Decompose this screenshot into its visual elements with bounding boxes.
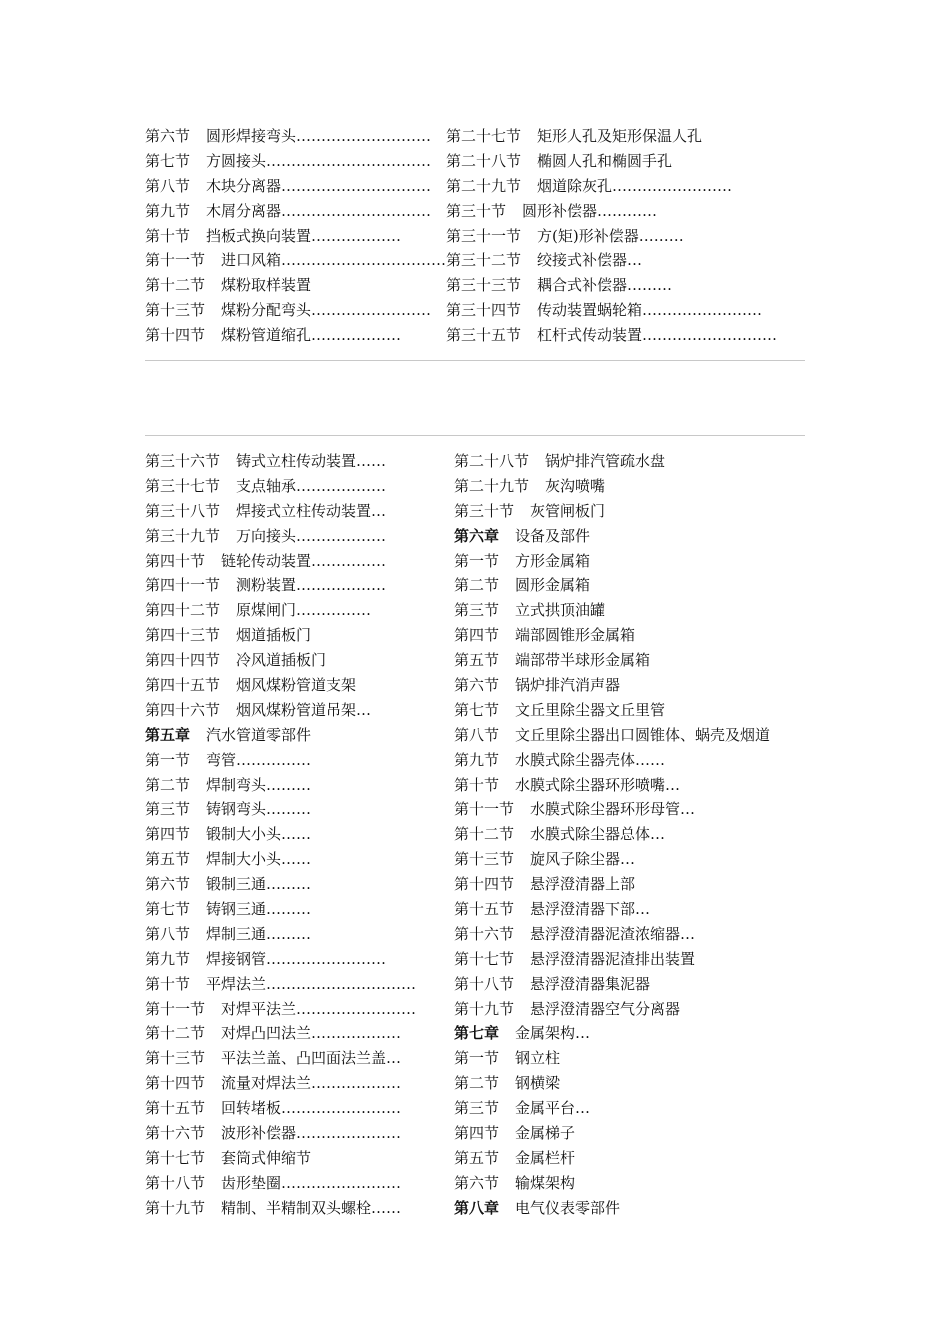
- toc-block-2: [145, 449, 805, 1221]
- toc-row: [145, 248, 805, 273]
- section-number: 第四节: [454, 1124, 500, 1143]
- section-number: 第六节: [145, 127, 191, 145]
- toc-row: [145, 922, 805, 947]
- section-number: 第三节: [454, 1099, 500, 1118]
- toc-row: [145, 273, 805, 298]
- section-number: 第八节: [454, 725, 500, 744]
- toc-entry-left: [145, 273, 446, 298]
- toc-row: [145, 1196, 805, 1221]
- section-title: 平法兰盖、凸凹面法兰盖…: [221, 1049, 402, 1068]
- section-title: 端部圆锥形金属箱: [515, 626, 636, 645]
- section-title: 汽水管道零部件: [206, 725, 312, 744]
- section-number: 第十五节: [454, 900, 515, 919]
- section-title: 煤粉管道缩孔………………: [221, 326, 402, 345]
- section-number: 第十一节: [145, 999, 206, 1018]
- toc-entry-left: [145, 947, 454, 972]
- toc-row: [145, 972, 805, 997]
- section-title: 冷风道插板门: [236, 651, 327, 670]
- section-number: 第十节: [145, 226, 191, 245]
- section-number: 第十一节: [145, 251, 206, 270]
- section-number: 第二十八节: [454, 452, 530, 470]
- toc-entry-right: [454, 748, 814, 773]
- section-title: 流量对焊法兰………………: [221, 1074, 402, 1093]
- toc-row: [145, 124, 805, 149]
- section-number: 第九节: [145, 201, 191, 220]
- section-number: 第七节: [454, 700, 500, 719]
- section-title: 矩形人孔及矩形保温人孔: [537, 127, 703, 145]
- toc-entry-right: [454, 499, 814, 524]
- section-title: 圆形焊接弯头………………………: [206, 127, 432, 145]
- toc-row: [145, 598, 805, 623]
- toc-entry-right: [454, 822, 814, 847]
- toc-row: [145, 1121, 805, 1146]
- toc-entry-right: [454, 797, 814, 822]
- toc-row: [145, 723, 805, 748]
- toc-entry-right: [446, 199, 805, 224]
- section-title: 钢立柱: [515, 1049, 561, 1068]
- section-title: 对焊凸凹法兰………………: [221, 1024, 402, 1043]
- toc-row: [145, 797, 805, 822]
- toc-entry-right: [454, 1096, 814, 1121]
- section-title: 灰管闸板门: [530, 501, 606, 520]
- section-number: 第四十四节: [145, 651, 221, 670]
- toc-entry-left: [145, 1096, 454, 1121]
- toc-row: [145, 822, 805, 847]
- section-number: 第十三节: [145, 1049, 206, 1068]
- toc-row: [145, 1071, 805, 1096]
- section-number: 第十节: [454, 775, 500, 794]
- section-title: 烟风煤粉管道支架: [236, 676, 357, 695]
- section-number: 第三十节: [454, 501, 515, 520]
- section-number: 第三十九节: [145, 526, 221, 545]
- section-number: 第七章: [454, 1024, 500, 1043]
- toc-entry-left: [145, 1171, 454, 1196]
- toc-row: [145, 623, 805, 648]
- toc-row: [145, 1146, 805, 1171]
- section-number: 第十七节: [454, 949, 515, 968]
- section-title: 铸式立柱传动装置……: [236, 452, 387, 470]
- section-number: 第十二节: [145, 1024, 206, 1043]
- section-title: 焊接钢管……………………: [206, 949, 387, 968]
- section-title: 煤粉分配弯头……………………: [221, 301, 432, 320]
- section-title: 悬浮澄清器集泥器: [530, 974, 651, 993]
- toc-entry-right: [446, 298, 805, 323]
- toc-entry-right: [454, 847, 814, 872]
- toc-entry-left: [145, 1021, 454, 1046]
- section-title: 铸钢三通………: [206, 900, 312, 919]
- toc-entry-right: [454, 872, 814, 897]
- toc-row: [145, 1046, 805, 1071]
- toc-entry-right: [446, 174, 805, 199]
- toc-row: [145, 1171, 805, 1196]
- toc-entry-left: [145, 174, 446, 199]
- section-number: 第五章: [145, 725, 191, 744]
- toc-entry-left: [145, 847, 454, 872]
- toc-entry-left: [145, 1121, 454, 1146]
- section-title: 弯管……………: [206, 750, 312, 769]
- toc-row: [145, 997, 805, 1022]
- section-number: 第十九节: [145, 1198, 206, 1217]
- toc-row: [145, 474, 805, 499]
- section-number: 第七节: [145, 151, 191, 170]
- section-number: 第十八节: [454, 974, 515, 993]
- section-number: 第一节: [145, 750, 191, 769]
- toc-entry-left: [145, 897, 454, 922]
- section-number: 第五节: [145, 850, 191, 869]
- section-title: 悬浮澄清器空气分离器: [530, 999, 681, 1018]
- toc-entry-left: [145, 623, 454, 648]
- toc-entry-left: [145, 248, 446, 273]
- section-title: 精制、半精制双头螺栓……: [221, 1198, 402, 1217]
- section-number: 第五节: [454, 1148, 500, 1167]
- section-title: 焊制三通………: [206, 924, 312, 943]
- section-number: 第二十九节: [454, 476, 530, 495]
- toc-entry-right: [454, 723, 814, 748]
- section-title: 金属架构…: [515, 1024, 591, 1043]
- section-number: 第十五节: [145, 1099, 206, 1118]
- section-title: 链轮传动装置……………: [221, 551, 387, 570]
- section-title: 焊接式立柱传动装置…: [236, 501, 387, 520]
- section-number: 第十四节: [454, 875, 515, 894]
- toc-entry-right: [446, 149, 805, 174]
- section-title: 灰沟喷嘴: [545, 476, 606, 495]
- toc-row: [145, 1096, 805, 1121]
- section-title: 烟道除灰孔……………………: [537, 176, 733, 195]
- section-number: 第三十一节: [446, 226, 522, 245]
- toc-entry-left: [145, 323, 446, 348]
- section-number: 第四十六节: [145, 700, 221, 719]
- section-number: 第六节: [145, 875, 191, 894]
- section-number: 第二节: [454, 576, 500, 595]
- toc-row: [145, 323, 805, 348]
- toc-entry-right: [446, 124, 805, 149]
- toc-entry-right: [454, 897, 814, 922]
- section-number: 第三十八节: [145, 501, 221, 520]
- toc-entry-right: [446, 273, 805, 298]
- toc-entry-right: [454, 474, 814, 499]
- section-number: 第三十节: [446, 201, 507, 220]
- toc-entry-right: [454, 598, 814, 623]
- toc-entry-right: [454, 1121, 814, 1146]
- toc-entry-right: [454, 997, 814, 1022]
- toc-entry-left: [145, 822, 454, 847]
- section-number: 第二节: [145, 775, 191, 794]
- section-number: 第四十三节: [145, 626, 221, 645]
- section-number: 第十四节: [145, 1074, 206, 1093]
- section-number: 第十二节: [145, 276, 206, 295]
- toc-entry-left: [145, 499, 454, 524]
- section-title: 金属栏杆: [515, 1148, 576, 1167]
- toc-row: [145, 224, 805, 249]
- toc-entry-left: [145, 1071, 454, 1096]
- section-title: 绞接式补偿器…: [537, 251, 643, 270]
- section-number: 第十三节: [454, 850, 515, 869]
- section-title: 对焊平法兰……………………: [221, 999, 417, 1018]
- divider-bottom: [145, 435, 805, 436]
- toc-entry-left: [145, 549, 454, 574]
- section-title: 烟风煤粉管道吊架…: [236, 700, 372, 719]
- toc-entry-right: [454, 1071, 814, 1096]
- toc-entry-right: [454, 648, 814, 673]
- section-number: 第十二节: [454, 825, 515, 844]
- section-title: 方(矩)形补偿器………: [537, 226, 684, 245]
- section-title: 挡板式换向装置………………: [206, 226, 402, 245]
- toc-row: [145, 499, 805, 524]
- section-title: 水膜式除尘器环形母管…: [530, 800, 696, 819]
- section-title: 回转堵板……………………: [221, 1099, 402, 1118]
- section-title: 进口风箱……………………………: [221, 251, 446, 270]
- section-title: 原煤闸门……………: [236, 601, 372, 620]
- section-title: 悬浮澄清器泥渣浓缩器…: [530, 924, 696, 943]
- section-title: 平焊法兰…………………………: [206, 974, 417, 993]
- section-title: 文丘里除尘器文丘里管: [515, 700, 666, 719]
- section-number: 第十六节: [145, 1124, 206, 1143]
- toc-entry-left: [145, 298, 446, 323]
- section-number: 第六节: [454, 676, 500, 695]
- section-title: 杠杆式传动装置………………………: [537, 326, 778, 345]
- toc-row: [145, 449, 805, 474]
- toc-row: [145, 573, 805, 598]
- section-number: 第三节: [145, 800, 191, 819]
- toc-entry-right: [454, 623, 814, 648]
- section-title: 锻制大小头……: [206, 825, 312, 844]
- section-title: 金属平台…: [515, 1099, 591, 1118]
- toc-entry-left: [145, 573, 454, 598]
- toc-entry-left: [145, 449, 454, 474]
- section-title: 立式拱顶油罐: [515, 601, 606, 620]
- section-title: 木屑分离器…………………………: [206, 201, 432, 220]
- section-number: 第三十三节: [446, 276, 522, 295]
- toc-entry-right: [454, 573, 814, 598]
- section-title: 套筒式伸缩节: [221, 1148, 312, 1167]
- section-number: 第九节: [145, 949, 191, 968]
- toc-entry-right: [454, 698, 814, 723]
- toc-row: [145, 847, 805, 872]
- section-title: 焊制大小头……: [206, 850, 312, 869]
- toc-entry-right: [454, 1146, 814, 1171]
- toc-row: [145, 748, 805, 773]
- section-title: 支点轴承………………: [236, 476, 387, 495]
- section-number: 第一节: [454, 1049, 500, 1068]
- section-title: 煤粉取样装置: [221, 276, 312, 295]
- section-title: 木块分离器…………………………: [206, 176, 432, 195]
- section-number: 第八章: [454, 1198, 500, 1217]
- section-number: 第四十一节: [145, 576, 221, 595]
- section-title: 文丘里除尘器出口圆锥体、蜗壳及烟道: [515, 725, 771, 744]
- section-title: 金属梯子: [515, 1124, 576, 1143]
- section-number: 第三节: [454, 601, 500, 620]
- toc-row: [145, 872, 805, 897]
- section-number: 第二十八节: [446, 151, 522, 170]
- toc-entry-left: [145, 224, 446, 249]
- section-title: 万向接头………………: [236, 526, 387, 545]
- toc-row: [145, 524, 805, 549]
- section-number: 第九节: [454, 750, 500, 769]
- section-number: 第三十五节: [446, 326, 522, 345]
- section-number: 第四节: [145, 825, 191, 844]
- toc-entry-left: [145, 1146, 454, 1171]
- toc-entry-right: [446, 224, 805, 249]
- toc-row: [145, 897, 805, 922]
- section-number: 第四十五节: [145, 676, 221, 695]
- toc-entry-right: [454, 922, 814, 947]
- toc-row: [145, 549, 805, 574]
- toc-entry-right: [454, 972, 814, 997]
- toc-row: [145, 698, 805, 723]
- toc-row: [145, 673, 805, 698]
- section-title: 悬浮澄清器下部…: [530, 900, 651, 919]
- toc-entry-right: [454, 549, 814, 574]
- section-title: 烟道插板门: [236, 626, 312, 645]
- section-number: 第六章: [454, 526, 500, 545]
- toc-entry-left: [145, 748, 454, 773]
- toc-entry-right: [446, 248, 805, 273]
- section-title: 测粉装置………………: [236, 576, 387, 595]
- toc-row: [145, 149, 805, 174]
- toc-block-1: [145, 124, 805, 348]
- divider-top: [145, 360, 805, 361]
- toc-entry-right: [454, 1021, 814, 1046]
- section-number: 第十三节: [145, 301, 206, 320]
- section-number: 第八节: [145, 924, 191, 943]
- toc-entry-left: [145, 598, 454, 623]
- section-title: 锅炉排汽管疏水盘: [545, 452, 666, 470]
- toc-row: [145, 773, 805, 798]
- section-title: 输煤架构: [515, 1173, 576, 1192]
- toc-entry-left: [145, 922, 454, 947]
- section-title: 耦合式补偿器………: [537, 276, 673, 295]
- section-title: 水膜式除尘器总体…: [530, 825, 666, 844]
- section-number: 第二节: [454, 1074, 500, 1093]
- section-title: 锅炉排汽消声器: [515, 676, 621, 695]
- section-number: 第四节: [454, 626, 500, 645]
- section-title: 锻制三通………: [206, 875, 312, 894]
- toc-entry-left: [145, 698, 454, 723]
- section-title: 圆形金属箱: [515, 576, 591, 595]
- toc-entry-right: [454, 1046, 814, 1071]
- section-title: 端部带半球形金属箱: [515, 651, 651, 670]
- toc-entry-left: [145, 972, 454, 997]
- section-title: 悬浮澄清器泥渣排出装置: [530, 949, 696, 968]
- section-title: 椭圆人孔和椭圆手孔: [537, 151, 673, 170]
- toc-entry-left: [145, 149, 446, 174]
- section-number: 第二十七节: [446, 127, 522, 145]
- toc-row: [145, 1021, 805, 1046]
- toc-row: [145, 298, 805, 323]
- toc-row: [145, 648, 805, 673]
- section-number: 第六节: [454, 1173, 500, 1192]
- section-number: 第三十四节: [446, 301, 522, 320]
- section-title: 钢横梁: [515, 1074, 561, 1093]
- section-number: 第十六节: [454, 924, 515, 943]
- section-number: 第十八节: [145, 1173, 206, 1192]
- toc-entry-left: [145, 723, 454, 748]
- toc-row: [145, 947, 805, 972]
- section-title: 水膜式除尘器壳体……: [515, 750, 666, 769]
- section-number: 第十九节: [454, 999, 515, 1018]
- toc-entry-right: [454, 524, 814, 549]
- toc-entry-right: [454, 1171, 814, 1196]
- section-title: 齿形垫圈……………………: [221, 1173, 402, 1192]
- toc-entry-left: [145, 872, 454, 897]
- toc-entry-left: [145, 648, 454, 673]
- section-title: 电气仪表零部件: [515, 1198, 621, 1217]
- section-title: 设备及部件: [515, 526, 591, 545]
- section-number: 第二十九节: [446, 176, 522, 195]
- toc-entry-right: [454, 673, 814, 698]
- section-title: 方形金属箱: [515, 551, 591, 570]
- section-title: 方圆接头……………………………: [206, 151, 432, 170]
- toc-entry-left: [145, 124, 446, 149]
- toc-entry-left: [145, 773, 454, 798]
- section-title: 旋风子除尘器…: [530, 850, 636, 869]
- toc-entry-left: [145, 673, 454, 698]
- section-title: 水膜式除尘器环形喷嘴…: [515, 775, 681, 794]
- section-number: 第三十七节: [145, 476, 221, 495]
- toc-entry-left: [145, 1196, 454, 1221]
- section-title: 圆形补偿器…………: [522, 201, 658, 220]
- toc-entry-right: [454, 1196, 814, 1221]
- toc-row: [145, 174, 805, 199]
- section-number: 第四十二节: [145, 601, 221, 620]
- section-title: 铸钢弯头………: [206, 800, 312, 819]
- section-number: 第十节: [145, 974, 191, 993]
- section-number: 第八节: [145, 176, 191, 195]
- section-number: 第四十节: [145, 551, 206, 570]
- section-number: 第十七节: [145, 1148, 206, 1167]
- toc-entry-right: [454, 449, 814, 474]
- toc-entry-right: [446, 323, 805, 348]
- section-title: 传动装置蜗轮箱……………………: [537, 301, 763, 320]
- toc-entry-right: [454, 947, 814, 972]
- section-title: 悬浮澄清器上部: [530, 875, 636, 894]
- section-number: 第三十六节: [145, 452, 221, 470]
- toc-entry-left: [145, 1046, 454, 1071]
- section-number: 第三十二节: [446, 251, 522, 270]
- toc-entry-right: [454, 773, 814, 798]
- toc-entry-left: [145, 997, 454, 1022]
- toc-entry-left: [145, 199, 446, 224]
- section-title: 焊制弯头………: [206, 775, 312, 794]
- section-number: 第五节: [454, 651, 500, 670]
- section-number: 第一节: [454, 551, 500, 570]
- toc-entry-left: [145, 797, 454, 822]
- toc-entry-left: [145, 524, 454, 549]
- section-title: 波形补偿器…………………: [221, 1124, 402, 1143]
- section-number: 第七节: [145, 900, 191, 919]
- section-number: 第十一节: [454, 800, 515, 819]
- toc-entry-left: [145, 474, 454, 499]
- section-number: 第十四节: [145, 326, 206, 345]
- toc-row: [145, 199, 805, 224]
